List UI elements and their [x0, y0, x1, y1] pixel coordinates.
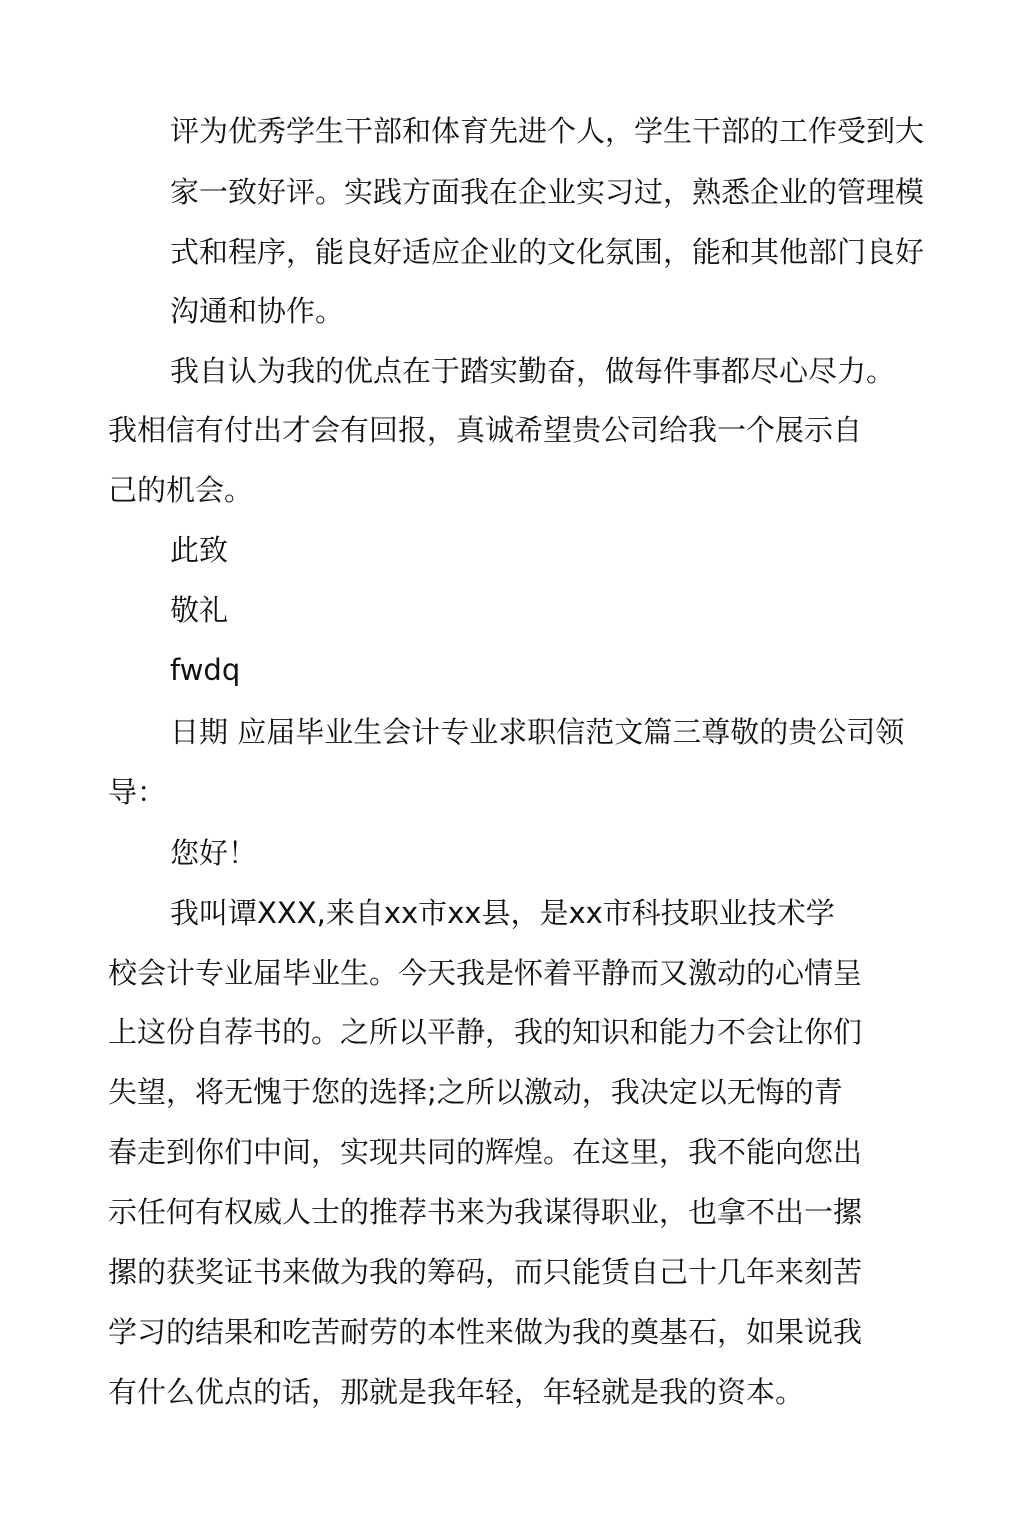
text-line: 上这份自荐书的。之所以平静，我的知识和能力不会让你们 — [108, 1015, 863, 1049]
text-line: 春走到你们中间，实现共同的辉煌。在这里，我不能向您出 — [108, 1135, 863, 1169]
text-line: 示任何有权威人士的推荐书来为我谋得职业，也拿不出一摞 — [108, 1195, 863, 1229]
text-line: 日期 应届毕业生会计专业求职信范文篇三尊敬的贵公司领 — [170, 715, 905, 749]
text-line: 我相信有付出才会有回报，真诚希望贵公司给我一个展示自 — [108, 413, 863, 447]
text-line: 失望，将无愧于您的选择;之所以激动，我决定以无悔的青 — [108, 1075, 843, 1109]
text-line: 家一致好评。实践方面我在企业实习过，熟悉企业的管理模 — [170, 175, 925, 209]
text-line: 我自认为我的优点在于踏实勤奋，做每件事都尽心尽力。 — [170, 354, 896, 388]
signature-text: fwdq — [170, 653, 241, 687]
text-line: 导： — [108, 775, 167, 809]
text-line: 沟通和协作。 — [170, 294, 345, 328]
salutation-respect: 敬礼 — [170, 593, 229, 627]
text-line: 评为优秀学生干部和体育先进个人，学生干部的工作受到大 — [170, 114, 925, 148]
text-line: 学习的结果和吃苦耐劳的本性来做为我的奠基石，如果说我 — [108, 1315, 863, 1349]
text-line: 式和程序，能良好适应企业的文化氛围，能和其他部门良好 — [170, 235, 925, 269]
greeting: 您好！ — [170, 836, 258, 870]
text-line: 己的机会。 — [108, 473, 254, 507]
text-line: 校会计专业届毕业生。今天我是怀着平静而又激动的心情呈 — [108, 956, 863, 990]
text-line: 我叫谭XXX,来自xx市xx县，是xx市科技职业技术学 — [170, 896, 835, 930]
salutation-closing: 此致 — [170, 533, 229, 567]
text-line: 摞的获奖证书来做为我的筹码，而只能赁自己十几年来刻苦 — [108, 1255, 863, 1289]
text-line: 有什么优点的话，那就是我年轻，年轻就是我的资本。 — [108, 1375, 805, 1409]
